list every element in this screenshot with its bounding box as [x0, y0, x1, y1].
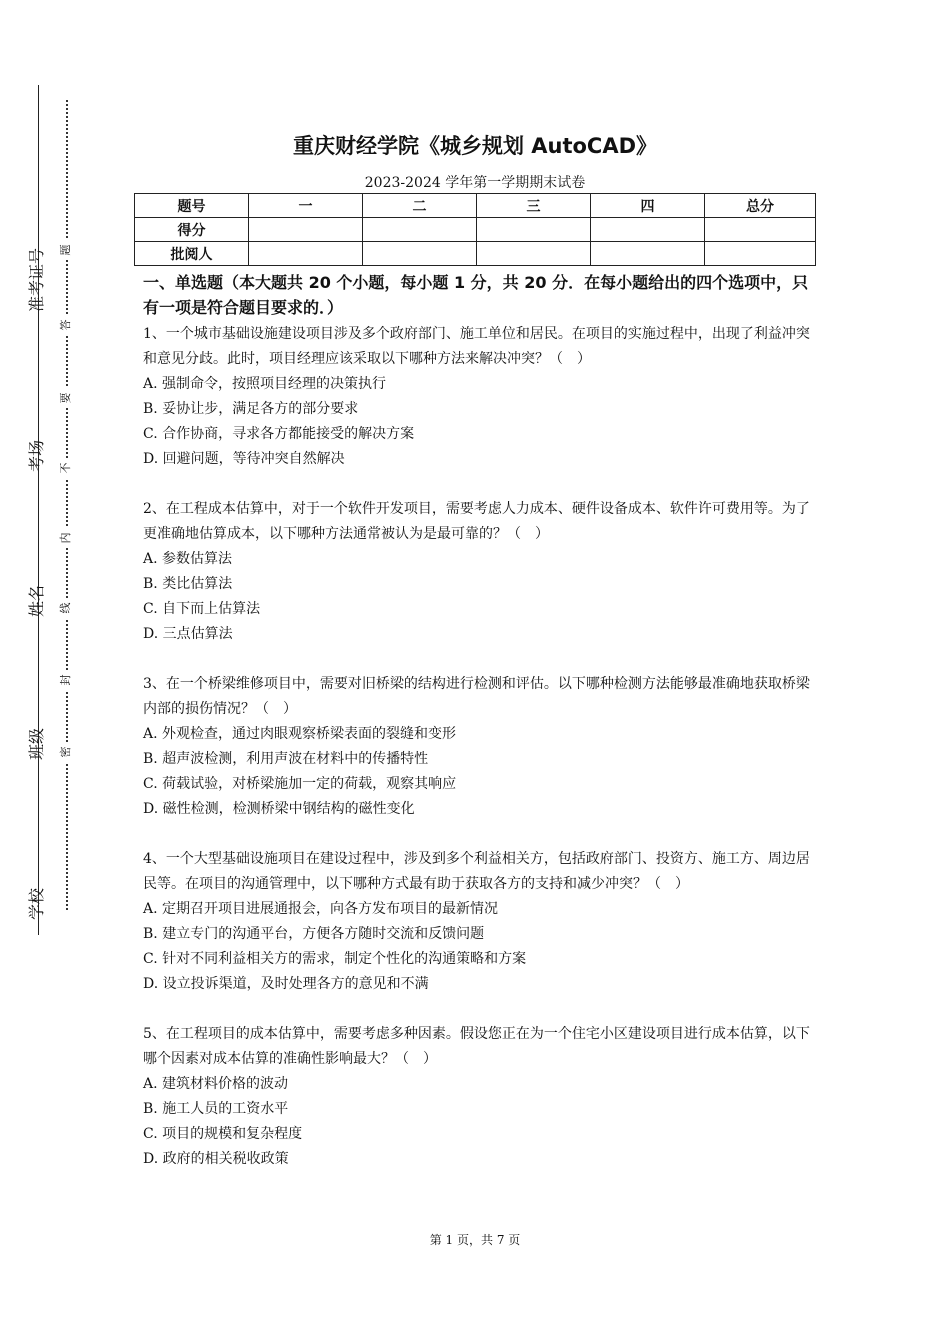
seal-char: 要 — [56, 388, 76, 408]
header-cell: 四 — [591, 194, 705, 218]
question — [143, 497, 815, 647]
score-cell — [591, 242, 705, 266]
option-a: A. 强制命令，按照项目经理的决策执行 — [143, 376, 387, 392]
row-label: 得分 — [135, 218, 249, 242]
header-cell: 总分 — [705, 194, 816, 218]
option-b: B. 类比估算法 — [143, 576, 233, 592]
exam-subtitle: 2023-2024 学年第一学期期末试卷 — [364, 175, 586, 191]
header-cell: 题号 — [135, 194, 249, 218]
label-exam-room: 考场 — [27, 439, 46, 472]
score-table-row — [135, 218, 816, 242]
option-d: D. 磁性检测，检测桥梁中钢结构的磁性变化 — [143, 801, 415, 817]
score-table-row — [135, 242, 816, 266]
seal-char: 内 — [56, 528, 76, 548]
question — [143, 672, 815, 822]
option-d: D. 政府的相关税收政策 — [143, 1151, 289, 1167]
score-table-header-row — [135, 194, 816, 218]
score-cell — [705, 242, 816, 266]
header-cell: 一 — [249, 194, 363, 218]
option-b: B. 建立专门的沟通平台，方便各方随时交流和反馈问题 — [143, 926, 485, 942]
binding-dotted-line — [66, 100, 68, 910]
score-cell — [477, 218, 591, 242]
question-stem: 3、在一个桥梁维修项目中，需要对旧桥梁的结构进行检测和评估。以下哪种检测方法能够最准确地获取桥梁内部的损伤情况？（ ） — [143, 676, 810, 717]
option-d: D. 设立投诉渠道，及时处理各方的意见和不满 — [143, 976, 429, 992]
header-cell: 三 — [477, 194, 591, 218]
option-c: C. 针对不同利益相关方的需求，制定个性化的沟通策略和方案 — [143, 951, 527, 967]
exam-title: 重庆财经学院《城乡规划 AutoCAD》 — [292, 134, 658, 158]
seal-char: 线 — [56, 598, 76, 618]
label-class: 班级 — [27, 727, 46, 760]
label-school: 学校 — [27, 887, 46, 920]
option-a: A. 参数估算法 — [143, 551, 233, 567]
question-stem: 2、在工程成本估算中，对于一个软件开发项目，需要考虑人力成本、硬件设备成本、软件许可费用等。为了更准确地估算成本，以下哪种方法通常被认为是最可靠的？（ ） — [143, 501, 810, 542]
option-b: B. 超声波检测，利用声波在材料中的传播特性 — [143, 751, 429, 767]
option-a: A. 定期召开项目进展通报会，向各方发布项目的最新情况 — [143, 901, 499, 917]
label-exam-number: 准考证号 — [27, 247, 46, 312]
option-c: C. 自下而上估算法 — [143, 601, 261, 617]
seal-char: 答 — [56, 315, 76, 335]
score-cell — [363, 242, 477, 266]
option-a: A. 外观检查，通过肉眼观察桥梁表面的裂缝和变形 — [143, 726, 457, 742]
question-stem: 5、在工程项目的成本估算中，需要考虑多种因素。假设您正在为一个住宅小区建设项目进行成本估算，以下哪个因素对成本估算的准确性影响最大？（ ） — [143, 1026, 810, 1067]
seal-char: 不 — [56, 458, 76, 478]
option-b: B. 施工人员的工资水平 — [143, 1101, 289, 1117]
option-d: D. 回避问题，等待冲突自然解决 — [143, 451, 345, 467]
seal-char: 封 — [56, 670, 76, 690]
option-c: C. 荷载试验，对桥梁施加一定的荷载，观察其响应 — [143, 776, 457, 792]
score-cell — [591, 218, 705, 242]
question — [143, 1022, 815, 1172]
option-d: D. 三点估算法 — [143, 626, 233, 642]
binding-margin — [0, 0, 95, 1344]
option-c: C. 项目的规模和复杂程度 — [143, 1126, 303, 1142]
header-cell: 二 — [363, 194, 477, 218]
exam-content — [143, 270, 815, 1197]
option-c: C. 合作协商，寻求各方都能接受的解决方案 — [143, 426, 415, 442]
seal-char: 题 — [56, 240, 76, 260]
score-cell — [705, 218, 816, 242]
question — [143, 847, 815, 997]
page-footer: 第 1 页，共 7 页 — [429, 1233, 521, 1247]
score-cell — [363, 218, 477, 242]
binding-solid-line — [38, 85, 39, 935]
section-heading: 一、单选题（本大题共 20 个小题，每小题 1 分，共 20 分．在每小题给出的四个选项中，只有一项是符合题目要求的．） — [143, 273, 809, 317]
score-cell — [249, 242, 363, 266]
score-table — [134, 193, 816, 266]
question-stem: 4、一个大型基础设施项目在建设过程中，涉及到多个利益相关方，包括政府部门、投资方、施工方、周边居民等。在项目的沟通管理中，以下哪种方式最有助于获取各方的支持和减少冲突？（ ） — [143, 851, 810, 892]
score-cell — [477, 242, 591, 266]
label-name: 姓名 — [27, 584, 46, 617]
seal-char: 密 — [56, 742, 76, 762]
option-b: B. 妥协让步，满足各方的部分要求 — [143, 401, 359, 417]
option-a: A. 建筑材料价格的波动 — [143, 1076, 289, 1092]
question — [143, 322, 815, 472]
score-cell — [249, 218, 363, 242]
question-stem: 1、一个城市基础设施建设项目涉及多个政府部门、施工单位和居民。在项目的实施过程中，出现了利益冲突和意见分歧。此时，项目经理应该采取以下哪种方法来解决冲突？（ ） — [143, 326, 810, 367]
row-label: 批阅人 — [135, 242, 249, 266]
